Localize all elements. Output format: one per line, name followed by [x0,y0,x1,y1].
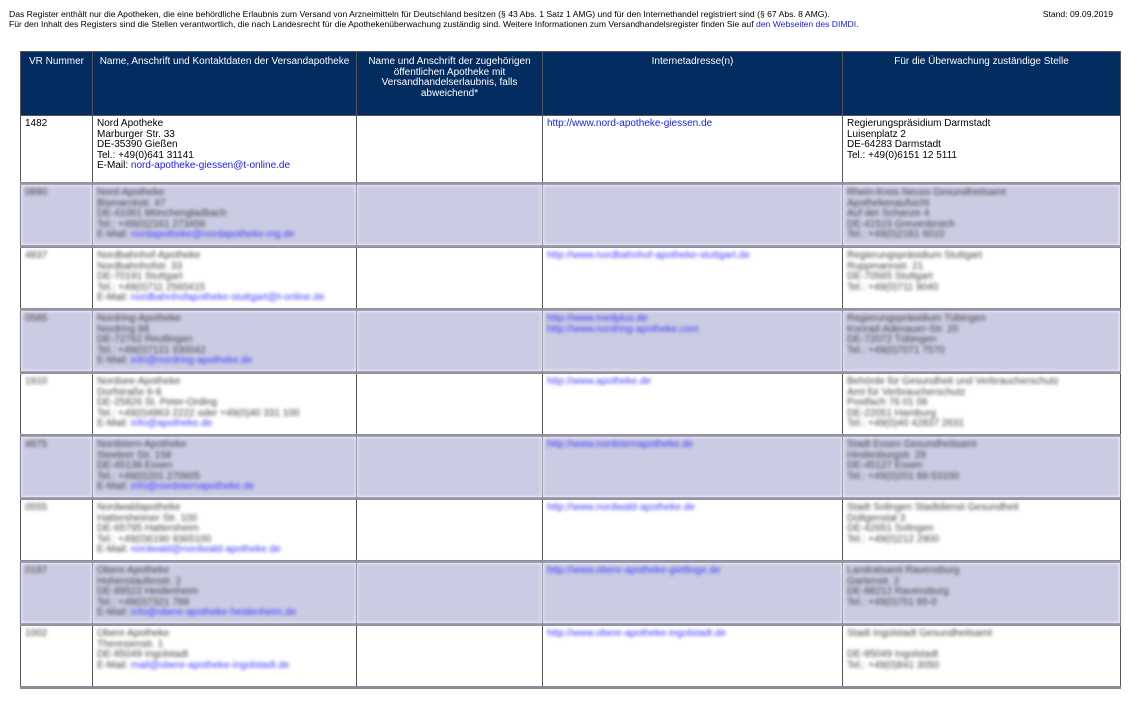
email-line [97,356,352,367]
email-link[interactable]: info@nordring-apotheke.de [130,355,253,366]
url-link[interactable]: http://www.obere-apotheke-ingolstadt.de [547,628,726,639]
column-header-ueberwachung: Für die Überwachung zuständige Stelle [843,52,1121,116]
pharmacy-line: Dorfstraße 6-8 [97,386,162,398]
email-line [97,161,352,172]
authority-cell [843,562,1121,625]
vr-number-cell [21,247,93,310]
public-pharmacy-cell [357,373,543,436]
stand-date: Stand: 09.09.2019 [1042,9,1113,19]
vr-number-cell [21,499,93,562]
table-body [21,116,1121,688]
vr-number-cell [21,184,93,247]
public-pharmacy [361,629,538,640]
vr-number-cell [21,436,93,499]
pharmacy-line: Tel.: +49(0)4863 2222 oder +49(0)40 331 100 [97,407,300,419]
pharmacy-line: Steeleer Str. 158 [97,449,172,461]
authority-line: DE-42651 Solingen [847,523,934,534]
authority-line: Luisenplatz 2 [847,128,906,140]
email-label: E-Mail: [97,160,131,171]
pharmacy-line: Hattersheimer Str. 100 [97,512,198,524]
pharmacy-line: Nordwaldapotheke [97,502,181,513]
email-label: E-Mail: [97,355,131,366]
authority-line: Tel.: +49(0)841 3050 [847,659,940,671]
urls-cell [543,562,843,625]
pharmacy-line: DE-85049 Ingolstadt [97,649,189,660]
vr-number-cell [21,625,93,688]
urls-cell [543,116,843,184]
vr-number: 0187 [25,565,48,576]
authority-line: Stadt Solingen Stadtdienst Gesundheit [847,502,1019,513]
public-pharmacy-cell [357,625,543,688]
authority-line: Tel.: +49(0)751 85-0 [847,596,937,608]
pharmacy-cell [93,184,357,247]
authority-line: DE-22051 Hamburg [847,407,936,419]
public-pharmacy-cell [357,247,543,310]
pharmacy-line: Obere Apotheke [97,565,170,576]
pharmacy-line: Tel.: +49(0)7321 789 [97,596,190,608]
authority-line: Tel.: +49(0)2181 6010 [847,229,945,240]
authority-cell [843,184,1121,247]
email-label: E-Mail: [97,292,131,303]
table-row [21,116,1121,184]
authority-cell [843,499,1121,562]
vr-number: 0585 [25,313,48,324]
pharmacy-line: Obere Apotheke [97,628,170,639]
authority-cell [843,436,1121,499]
email-line [97,482,352,493]
pharmacy-cell [93,373,357,436]
vr-number: 4837 [25,250,48,261]
vr-number: 4875 [25,439,48,450]
email-link[interactable]: nordbahnhofapotheke-stuttgart@t-online.de [130,292,325,303]
pharmacy-line: Nord-Apotheke [97,187,165,198]
authority-line: DE-70565 Stuttgart [847,271,933,282]
authority-cell [843,310,1121,373]
authority-line: Landratsamt Ravensburg [847,565,960,576]
authority-line: Postfach 76 01 06 [847,397,928,408]
pharmacy-line: Nord Apotheke [97,118,164,129]
note-line-2: Für den Inhalt des Registers sind die Stellen verantwortlich, die nach Landesrecht für die Apothekenüberwachung zuständig sind. Weitere Informationen zum Versandhandelsregister finden Sie auf [9,19,754,29]
pharmacy-line: DE-65795 Hattersheim [97,523,199,534]
pharmacy-line: DE-45138 Essen [97,460,173,471]
pharmacy-cell [93,310,357,373]
vr-number: 0890 [25,187,48,198]
table-row [21,499,1121,562]
vr-number-cell [21,116,93,184]
authority-line: Amt für Verbraucherschutz [847,386,966,398]
authority-line: Konrad-Adenauer-Str. 20 [847,323,959,335]
public-pharmacy [361,314,538,325]
vr-number: 0555 [25,502,48,513]
pharmacy-line: Nordbahnhofstr. 33 [97,260,183,272]
urls-cell [543,184,843,247]
vr-number-cell [21,562,93,625]
public-pharmacy [361,377,538,388]
authority-line: DE-88212 Ravensburg [847,586,949,597]
authority-line: Auf der Schanze 4 [847,208,930,219]
vr-number-cell [21,373,93,436]
authority-cell [843,247,1121,310]
email-line [97,293,352,304]
pharmacy-line: Tel.: +49(0)201 270605 [97,470,201,482]
authority-line: DE-72072 Tübingen [847,334,937,345]
url-link[interactable]: http://www.nordbahnhof-apotheke-stuttgart.de [547,250,750,261]
public-pharmacy-cell [357,436,543,499]
pharmacy-line: Nordbahnhof-Apotheke [97,250,201,261]
pharmacy-line: Bismarckstr. 47 [97,197,166,209]
public-pharmacy-cell [357,310,543,373]
urls-cell [543,373,843,436]
urls-cell [543,625,843,688]
pharmacy-line: Tel.: +49(0)2161 273456 [97,218,206,230]
table-row [21,184,1121,247]
vr-number: 1482 [25,118,48,129]
authority-line: Tel.: +49(0)6151 12 5111 [847,149,957,161]
authority-cell [843,116,1121,184]
pharmacy-cell [93,247,357,310]
pharmacy-line: DE-25826 St. Peter-Ording [97,397,218,408]
email-link[interactable]: info@apotheke.de [130,418,213,429]
authority-line: Rhein-Kreis Neuss Gesundheitsamt [847,187,1006,198]
urls-cell [543,247,843,310]
column-header-oeffentliche-apotheke: Name und Anschrift der zugehörigen öffentlichen Apotheke mit Versandhandelserlaubnis, falls abweichend* [357,52,543,116]
authority-line: Apothekenaufsicht [847,197,930,209]
pharmacy-cell [93,562,357,625]
dimdi-link[interactable]: den Webseiten des DIMDI [756,19,857,29]
pharmacy-line: Tel.: +49(0)711 2560415 [97,281,205,293]
pharmacy-line: DE-35390 Gießen [97,139,178,150]
pharmacy-line: Hohenstaufenstr. 2 [97,575,181,587]
authority-line: Gartenstr. 2 [847,575,900,587]
authority-line: Ruppmannstr. 21 [847,260,924,272]
pharmacy-line: DE-41061 Mönchengladbach [97,208,227,219]
table-row [21,625,1121,688]
pharmacy-cell [93,116,357,184]
table-row [21,310,1121,373]
public-pharmacy-cell [357,184,543,247]
authority-line: DE-41515 Grevenbroich [847,218,955,230]
authority-line: Tel.: +49(0)201 88-53100 [847,470,960,482]
public-pharmacy [361,503,538,514]
pharmacy-line: Nordstern-Apotheke [97,439,187,450]
pharmacy-register-table [20,51,1121,689]
pharmacy-line: Nordring-Apotheke [97,313,181,324]
urls-cell [543,310,843,373]
email-link[interactable]: nordwald@nordwald-apotheke.de [130,544,281,555]
pharmacy-line: DE-70191 Stuttgart [97,271,183,282]
url-link[interactable]: http://www.nordwald-apotheke.de [547,502,695,513]
public-pharmacy [361,188,538,199]
table-row [21,436,1121,499]
column-header-versandapotheke: Name, Anschrift und Kontaktdaten der Versandapotheke [93,52,357,116]
email-label: E-Mail: [97,607,131,618]
email-label: E-Mail: [97,659,131,671]
table-header-row [21,52,1121,116]
note-end: . [856,19,859,29]
email-line [97,661,352,672]
register-note [9,9,969,29]
authority-line: Regierungspräsidium Darmstadt [847,118,991,129]
table-row [21,562,1121,625]
url-link[interactable]: http://www.nordsternapotheke.de [547,439,694,450]
authority-line: Regierungspräsidium Stuttgart [847,250,983,261]
email-line [97,419,352,430]
authority-cell [843,373,1121,436]
vr-number: 1002 [25,628,48,639]
authority-line: Tel.: +49(0)212 2900 [847,533,940,545]
pharmacy-line: Nordsee-Apotheke [97,376,181,387]
email-label: E-Mail: [97,418,131,429]
email-line [97,608,352,619]
table-row [21,247,1121,310]
authority-line: Hindenburgstr. 29 [847,449,926,461]
pharmacy-line: Nordring 88 [97,323,150,335]
authority-line: Tel.: +49(0)711 9040 [847,281,939,293]
email-link[interactable]: info@obere-apotheke-heidenheim.de [130,607,297,618]
authority-line: DE-64283 Darmstadt [847,139,941,150]
pharmacy-cell [93,499,357,562]
table-row [21,373,1121,436]
pharmacy-line: Tel.: +49(0)6190 9365100 [97,533,212,545]
url-link[interactable]: http://www.nordring-apotheke.com [547,323,699,335]
email-line [97,230,352,241]
public-pharmacy [361,440,538,451]
pharmacy-line: Tel.: +49(0)641 31141 [97,149,194,161]
urls-cell [543,436,843,499]
pharmacy-line: Theresienstr. 1 [97,638,164,650]
authority-line: Regierungspräsidium Tübingen [847,313,986,324]
authority-line: Stadt Ingolstadt Gesundheitsamt [847,628,993,639]
note-line-1: Das Register enthält nur die Apotheken, die eine behördliche Erlaubnis zum Versand von Arzneimitteln für Deutschland besitzen (§ 43 Abs. 1 Satz 1 AMG) und für den Internethandel registriert sind (§ 67 Abs. 8 AMG). [9,9,830,19]
email-link[interactable]: nord-apotheke-giessen@t-online.de [130,160,291,171]
pharmacy-line: DE-72762 Reutlingen [97,334,193,345]
authority-cell [843,625,1121,688]
vr-number-cell [21,310,93,373]
email-link[interactable]: mail@obere-apotheke-ingolstadt.de [130,659,290,671]
column-header-vr-nummer: VR Nummer [21,52,93,116]
authority-line: Dültgenstal 3 [847,512,906,524]
url-link[interactable]: http://www.nord-apotheke-giessen.de [547,118,713,129]
vr-number: 1910 [25,376,48,387]
public-pharmacy-cell [357,499,543,562]
email-label: E-Mail: [97,481,131,492]
column-header-internetadressen: Internetadresse(n) [543,52,843,116]
email-line [97,545,352,556]
authority-line: Stadt Essen Gesundheitsamt [847,439,977,450]
public-pharmacy [361,119,538,130]
email-label: E-Mail: [97,229,131,240]
authority-line: DE-45127 Essen [847,460,923,471]
authority-line: Tel.: +49(0)7071 7570 [847,344,945,356]
public-pharmacy [361,251,538,262]
email-link[interactable]: info@nordsternapotheke.de [130,481,255,492]
email-label: E-Mail: [97,544,131,555]
authority-line: DE-85049 Ingolstadt [847,649,939,660]
pharmacy-cell [93,436,357,499]
url-link[interactable]: http://www.apotheke.de [547,376,651,387]
pharmacy-line: DE-89522 Heidenheim [97,586,199,597]
url-link[interactable]: http://www.medplus.de [547,313,648,324]
public-pharmacy [361,566,538,577]
url-link[interactable]: http://www.obere-apotheke-gietlinge.de [547,565,721,576]
pharmacy-line: Marburger Str. 33 [97,128,175,140]
authority-line: Tel.: +49(0)40 42837 2631 [847,418,965,429]
authority-line: Behörde für Gesundheit und Verbraucherschutz [847,376,1059,387]
public-pharmacy-cell [357,116,543,184]
pharmacy-cell [93,625,357,688]
urls-cell [543,499,843,562]
public-pharmacy-cell [357,562,543,625]
email-link[interactable]: nordapotheke@nordapotheke-mg.de [130,229,295,240]
pharmacy-line: Tel.: +49(0)7121 330042 [97,344,206,356]
